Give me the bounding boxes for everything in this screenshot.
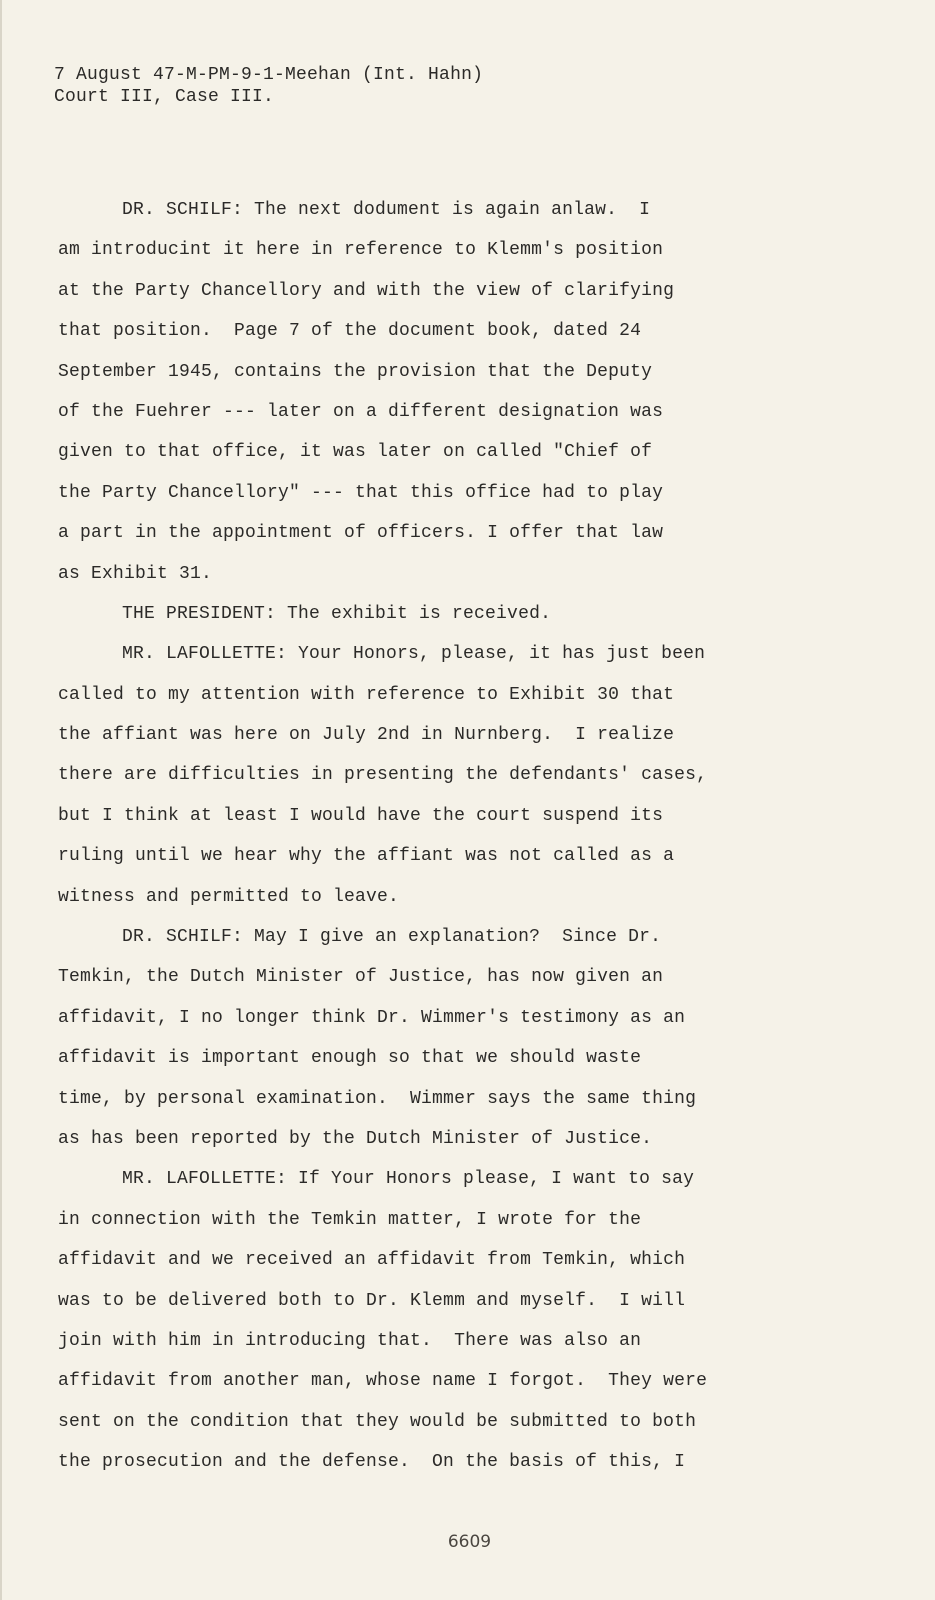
transcript-line: the affiant was here on July 2nd in Nurnberg. I realize — [58, 725, 675, 746]
transcript-line: DR. SCHILF: The next dodument is again anlaw. I — [122, 200, 651, 220]
transcript-line: as has been reported by the Dutch Minister of Justice. — [58, 1128, 653, 1149]
transcript-line: time, by personal examination. Wimmer says the same thing — [58, 1088, 697, 1109]
header-session-line: 7 August 47-M-PM-9-1-Meehan (Int. Hahn) — [54, 65, 484, 85]
transcript-line: there are difficulties in presenting the defendants' cases, — [58, 765, 708, 786]
transcript-line: THE PRESIDENT: The exhibit is received. — [122, 603, 552, 624]
page-number: 6609 — [447, 1532, 492, 1552]
transcript-line: MR. LAFOLLETTE: If Your Honors please, I want to say — [122, 1169, 695, 1190]
transcript-line: called to my attention with reference to Exhibit 30 that — [58, 684, 675, 705]
transcript-line: DR. SCHILF: May I give an explanation? Since Dr. — [122, 927, 662, 948]
transcript-line: of the Fuehrer --- later on a different designation was — [58, 401, 664, 422]
transcript-line: September 1945, contains the provision that the Deputy — [58, 361, 653, 382]
document-header — [54, 64, 483, 108]
transcript-line: join with him in introducing that. There was also an — [58, 1330, 642, 1351]
transcript-line: am introducint it here in reference to Klemm's position — [58, 240, 664, 261]
transcript-body — [58, 190, 898, 1483]
transcript-line: MR. LAFOLLETTE: Your Honors, please, it has just been — [122, 644, 706, 665]
transcript-line: the Party Chancellory" --- that this office had to play — [58, 482, 664, 503]
transcript-line: as Exhibit 31. — [58, 563, 213, 584]
transcript-line: the prosecution and the defense. On the basis of this, I — [58, 1452, 686, 1473]
transcript-line: Temkin, the Dutch Minister of Justice, has now given an — [58, 967, 664, 988]
transcript-line: affidavit is important enough so that we should waste — [58, 1048, 642, 1069]
transcript-line: affidavit from another man, whose name I forgot. They were — [58, 1371, 708, 1392]
transcript-line: witness and permitted to leave. — [58, 886, 400, 907]
transcript-line: ruling until we hear why the affiant was not called as a — [58, 846, 675, 867]
header-court-line: Court III, Case III. — [54, 87, 275, 107]
transcript-line: affidavit and we received an affidavit from Temkin, which — [58, 1250, 686, 1271]
transcript-line: that position. Page 7 of the document book, dated 24 — [58, 321, 642, 342]
transcript-line: a part in the appointment of officers. I offer that law — [58, 523, 664, 544]
transcript-line: given to that office, it was later on called "Chief of — [58, 442, 653, 463]
transcript-line: in connection with the Temkin matter, I wrote for the — [58, 1209, 642, 1230]
transcript-line: but I think at least I would have the court suspend its — [58, 805, 664, 826]
transcript-line: sent on the condition that they would be submitted to both — [58, 1411, 697, 1432]
transcript-line: was to be delivered both to Dr. Klemm and myself. I will — [58, 1290, 686, 1311]
transcript-line: at the Party Chancellory and with the view of clarifying — [58, 280, 675, 301]
transcript-line: affidavit, I no longer think Dr. Wimmer's testimony as an — [58, 1007, 686, 1028]
